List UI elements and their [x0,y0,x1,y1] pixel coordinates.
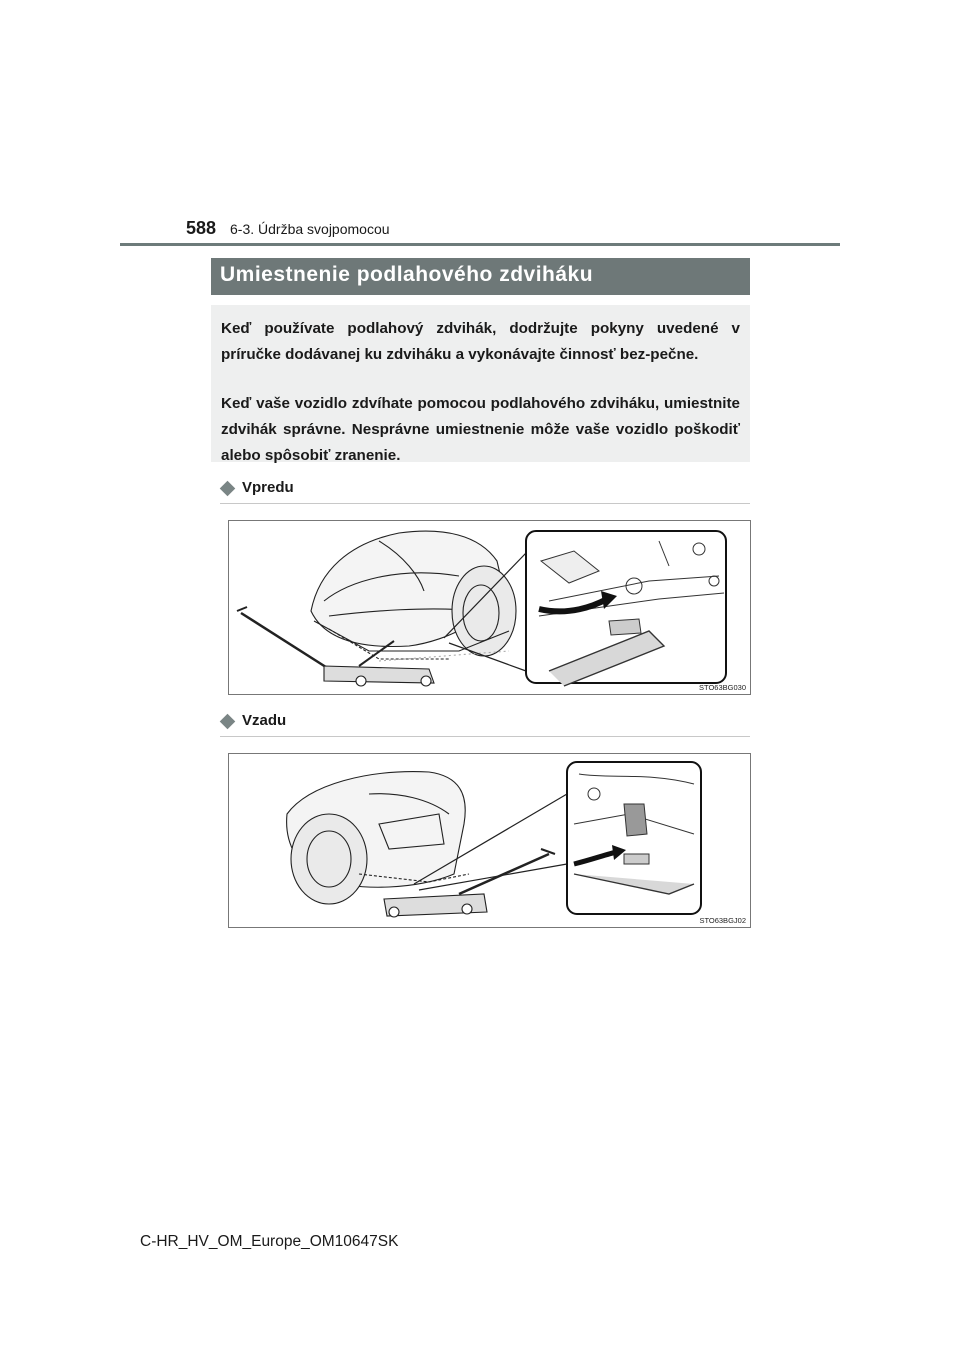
subheading-front-label: Vpredu [242,479,294,496]
footer-document-id: C-HR_HV_OM_Europe_OM10647SK [140,1233,399,1250]
subheading-rear-label: Vzadu [242,712,287,729]
figure-front-jack-point [228,520,751,695]
intro-box [211,305,750,462]
figure-rear-jack-point [228,753,751,928]
heading-bar [211,258,750,295]
section-title: 6-3. Údržba svojpomocou [230,221,390,237]
front-illustration [229,521,750,694]
page-title: Umiestnenie podlahového zdviháku [220,263,594,286]
page-number: 588 [186,218,217,238]
diamond-bullet-icon [220,714,236,730]
subheading-front [220,479,750,504]
figure-code-front: STO63BG030 [699,683,746,692]
intro-paragraph-2: Keď vaše vozidlo zdvíhate pomocou podlahového zdviháku, umiestnite zdvihák správne. Nesprávne umiestnenie môže vaše vozidlo poškodiť alebo spôsobiť zranenie. [221,395,740,464]
header-divider [120,243,840,246]
rear-illustration [229,754,750,927]
intro-paragraph-1: Keď používate podlahový zdvihák, dodržujte pokyny uvedené v príručke dodávanej ku zdviháku a vykonávajte činnosť bez-pečne. [221,320,740,363]
subheading-rear [220,712,750,737]
figure-code-rear: STO63BGJ02 [699,916,746,925]
diamond-bullet-icon [220,481,236,497]
